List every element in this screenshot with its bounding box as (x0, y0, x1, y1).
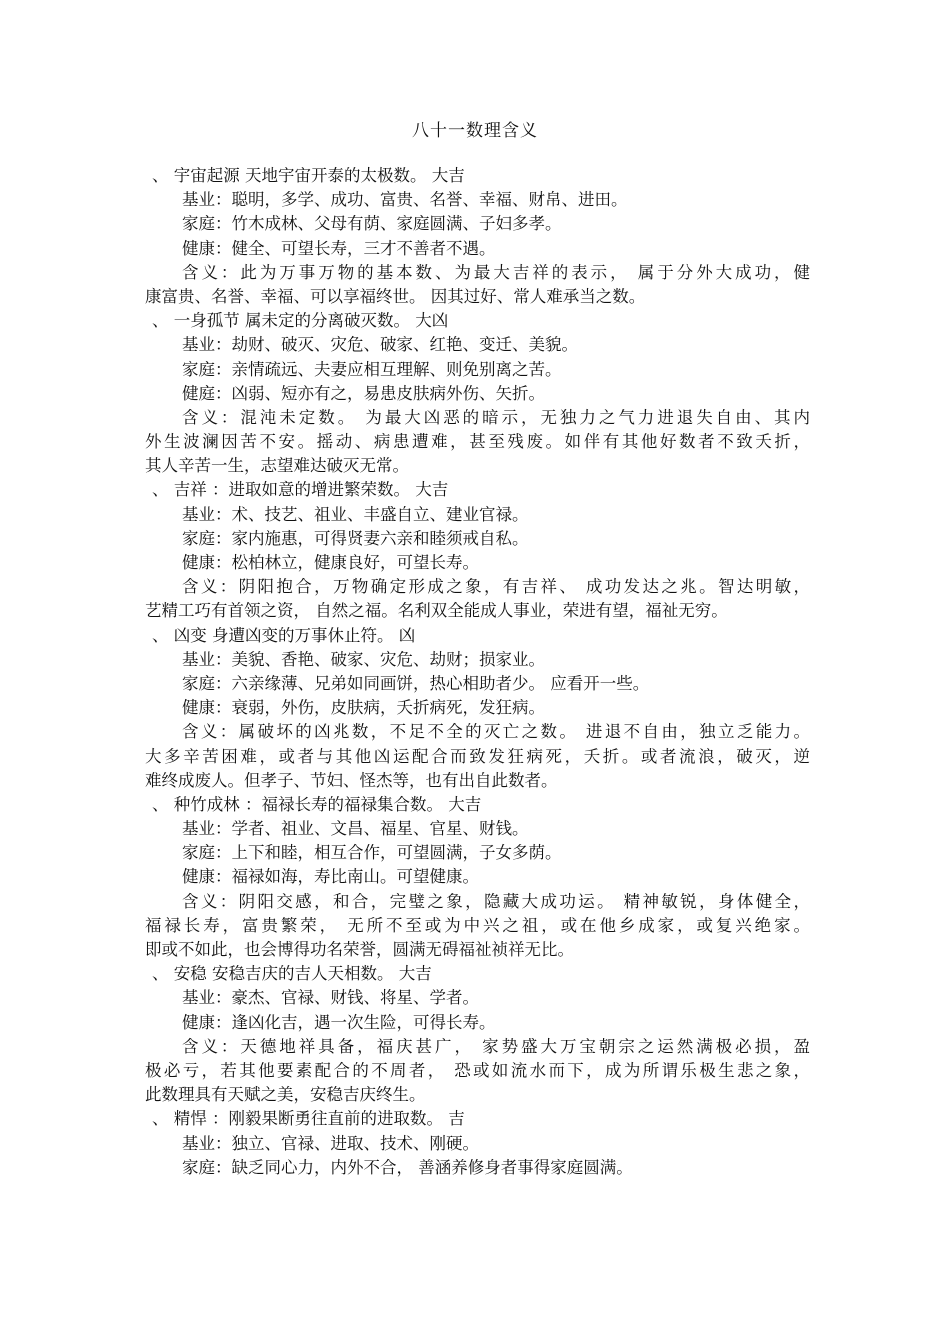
paragraph-continuation-line: 外生波澜因苦不安。摇动、病患遭难，甚至残废。如伴有其他好数者不致夭折， (145, 432, 810, 452)
attribute-line: 基业：聪明，多学、成功、富贵、名誉、幸福、财帛、进田。 (182, 190, 628, 210)
section-heading: 、 吉祥 ：进取如意的增进繁荣数。 大吉 (152, 480, 449, 500)
meaning-paragraph-line: 含义：此为万事万物的基本数、为最大吉祥的表示， 属于分外大成功，健 (182, 262, 810, 282)
attribute-line: 基业：美貌、香艳、破家、灾危、劫财；损家业。 (182, 649, 545, 669)
paragraph-continuation-line: 康富贵、名誉、幸福、可以享福终世。 因其过好、常人难承当之数。 (145, 286, 646, 306)
document-body (145, 164, 810, 1180)
attribute-line: 家庭：亲情疏远、夫妻应相互理解、则免别离之苦。 (182, 359, 562, 379)
meaning-paragraph-line: 含义：阴阳交感，和合，完璧之象，隐藏大成功运。 精神敏锐，身体健全， (182, 891, 810, 911)
attribute-line: 基业：豪杰、官禄、财钱、将星、学者。 (182, 988, 479, 1008)
attribute-line: 基业：术、技艺、祖业、丰盛自立、建业官禄。 (182, 504, 529, 524)
meaning-paragraph-line: 含义：天德地祥具备，福庆甚广， 家势盛大万宝朝宗之运然满极必损，盈 (182, 1036, 810, 1056)
paragraph-continuation-line: 此数理具有天赋之美，安稳吉庆终生。 (145, 1085, 426, 1105)
section-heading: 、 宇宙起源 天地宇宙开泰的太极数。 大吉 (152, 166, 465, 185)
paragraph-continuation-line: 即或不如此，也会博得功名荣誉，圆满无碍福祉祯祥无比。 (145, 940, 574, 959)
section-heading: 、 精悍 ：刚毅果断勇往直前的进取数。 吉 (152, 1109, 465, 1129)
section-heading: 、 种竹成林 ：福禄长寿的福禄集合数。 大吉 (152, 794, 482, 814)
attribute-line: 家庭：缺乏同心力，内外不合， 善涵养修身者事得家庭圆满。 (182, 1157, 633, 1177)
attribute-line: 基业：学者、祖业、文昌、福星、官星、财钱。 (182, 819, 529, 839)
paragraph-continuation-line: 极必亏，若其他要素配合的不周者， 恐或如流水而下，成为所谓乐极生悲之象， (145, 1060, 810, 1080)
attribute-line: 家庭：六亲缘薄、兄弟如同画饼，热心相助者少。 应看开一些。 (182, 673, 650, 693)
attribute-line: 健康：福禄如海，寿比南山。可望健康。 (182, 867, 479, 887)
paragraph-continuation-line: 大多辛苦困难，或者与其他凶运配合而致发狂病死，夭折。或者流浪，破灭，逆 (145, 746, 810, 766)
attribute-line: 家庭：竹木成林、父母有荫、家庭圆满、子妇多孝。 (182, 214, 562, 234)
paragraph-continuation-line: 艺精工巧有首领之资， 自然之福。名利双全能成人事业，荣进有望，福祉无穷。 (145, 601, 728, 621)
attribute-line: 健康：健全、可望长寿，三才不善者不遇。 (182, 238, 496, 258)
meaning-paragraph-line: 含义：阴阳抱合，万物确定形成之象，有吉祥、 成功发达之兆。智达明敏， (182, 577, 810, 597)
paragraph-continuation-line: 福禄长寿，富贵繁荣， 无所不至或为中兴之祖，或在他乡成家，或复兴绝家。 (145, 915, 810, 935)
meaning-paragraph-line: 含义：属破坏的凶兆数，不足不全的灭亡之数。 进退不自由，独立乏能力。 (182, 722, 810, 742)
attribute-line: 基业：独立、官禄、进取、技术、刚硬。 (182, 1133, 479, 1153)
paragraph-continuation-line: 难终成废人。但孝子、节妇、怪杰等，也有出自此数者。 (145, 770, 558, 790)
meaning-paragraph-line: 含义：混沌未定数。 为最大凶恶的暗示，无独力之气力进退失自由、其内 (182, 407, 810, 427)
paragraph-continuation-line: 其人辛苦一生，志望难达破灭无常。 (145, 456, 409, 476)
attribute-line: 健康：衰弱，外伤，皮肤病，夭折病死，发狂病。 (182, 698, 545, 718)
attribute-line: 健康：松柏林立，健康良好，可望长寿。 (182, 553, 479, 572)
section-heading: 、 安稳 安稳吉庆的吉人天相数。 大吉 (152, 964, 432, 984)
attribute-line: 基业：劫财、破灭、灾危、破家、红艳、变迁、美貌。 (182, 335, 578, 355)
document-title: 八十一数理含义 (412, 121, 538, 141)
section-heading: 、 一身孤节 属未定的分离破灭数。 大凶 (152, 311, 449, 331)
attribute-line: 健庭：凶弱、短亦有之，易患皮肤病外伤、矢折。 (182, 383, 545, 403)
attribute-line: 家庭：家内施惠，可得贤妻六亲和睦须戒自私。 (182, 528, 529, 548)
section-heading: 、 凶变 身遭凶变的万事休止符。 凶 (152, 625, 416, 645)
attribute-line: 家庭：上下和睦，相互合作，可望圆满，子女多荫。 (182, 843, 562, 863)
attribute-line: 健康：逢凶化吉，遇一次生险，可得长寿。 (182, 1012, 496, 1032)
